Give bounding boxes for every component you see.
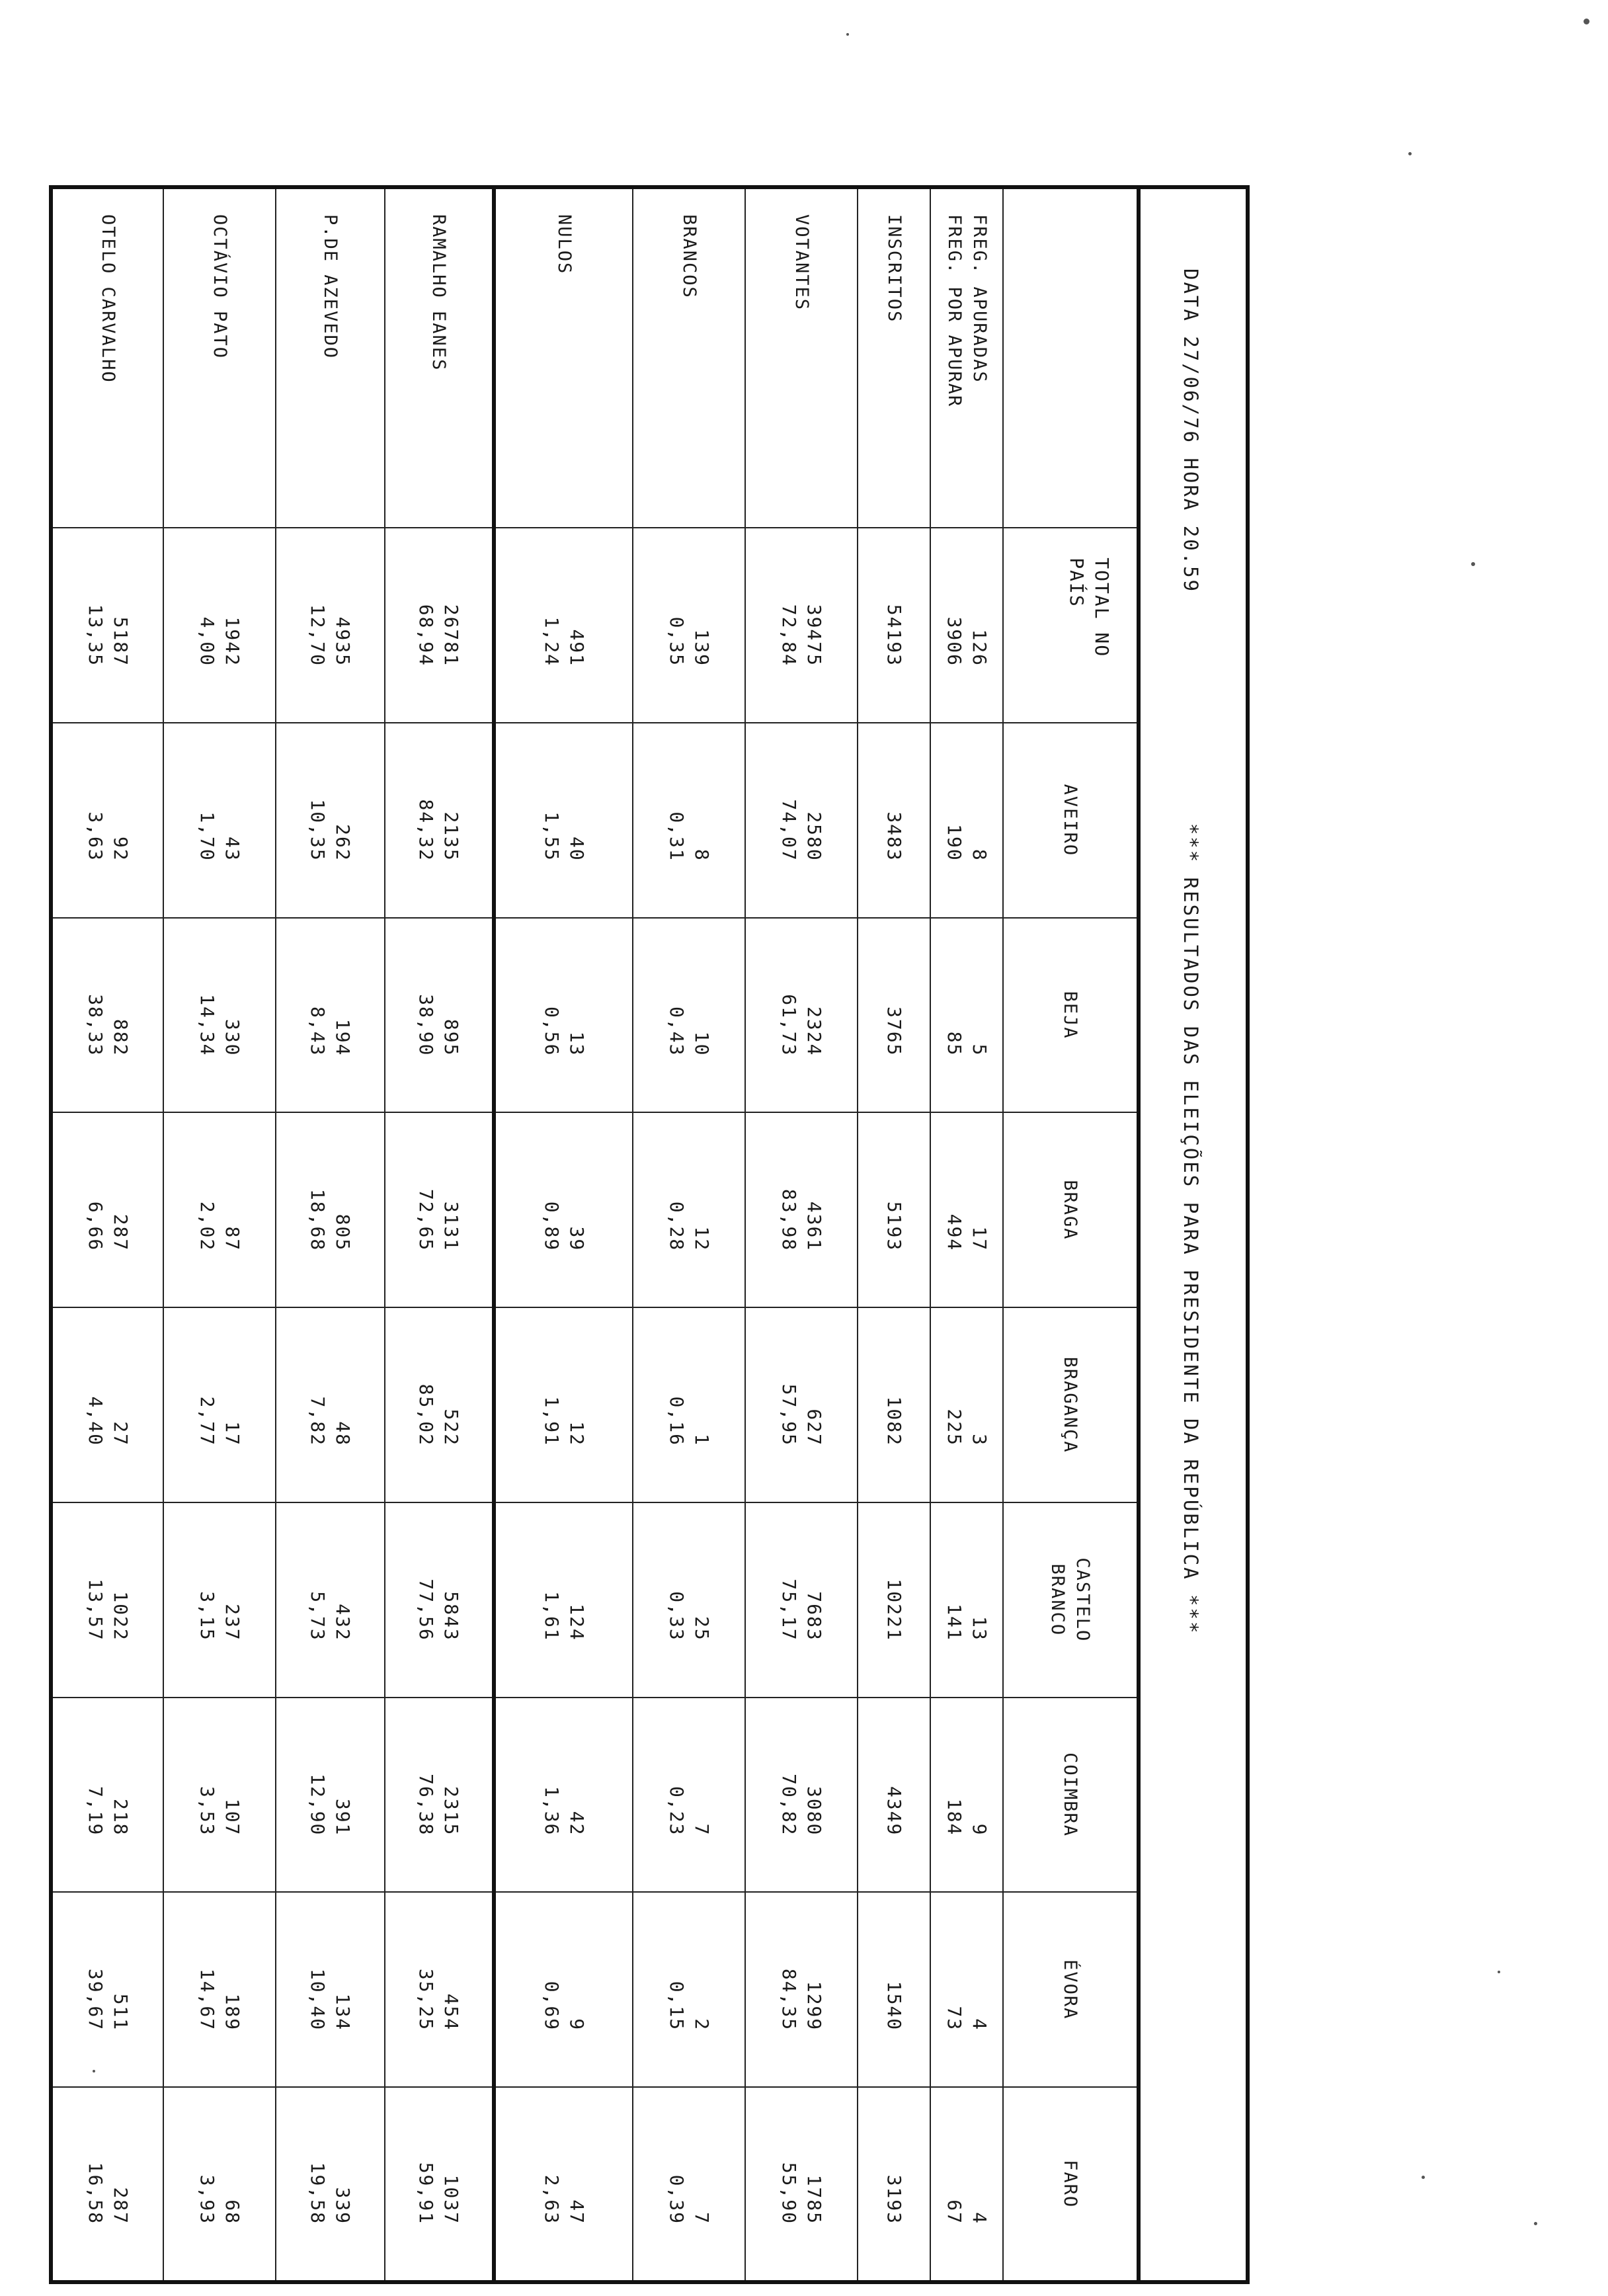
row-label-votantes: VOTANTES — [745, 187, 858, 528]
table-cell: 10221 — [858, 1502, 930, 1698]
table-cell: 12 1,91 — [494, 1307, 633, 1502]
sheet-title: *** RESULTADOS DAS ELEIÇÕES PARA PRESIDENTE DA REPÚBLICA *** — [1180, 823, 1202, 1635]
table-cell: 9 184 — [930, 1698, 1003, 1893]
table-row-votantes — [745, 187, 858, 2282]
table-row-ramalho-eanes — [385, 187, 494, 2282]
table-cell: 4361 83,98 — [745, 1112, 858, 1307]
table-cell: 13 0,56 — [494, 918, 633, 1113]
table-cell: 139 0,35 — [633, 528, 745, 723]
table-cell: 12 0,28 — [633, 1112, 745, 1307]
table-cell: 4935 12,70 — [276, 528, 385, 723]
table-cell: 2324 61,73 — [745, 918, 858, 1113]
table-cell: 5 85 — [930, 918, 1003, 1113]
table-cell: 134 10,40 — [276, 1892, 385, 2087]
table-cell: 9 0,69 — [494, 1892, 633, 2087]
date-time-stamp: DATA 27/06/76 HORA 20.59 — [1180, 268, 1202, 594]
table-cell: 3765 — [858, 918, 930, 1113]
table-cell: 92 3,63 — [51, 723, 163, 918]
table-cell: 7 0,39 — [633, 2087, 745, 2282]
table-cell: 262 10,35 — [276, 723, 385, 918]
table-cell: 7 0,23 — [633, 1698, 745, 1893]
row-label-ramalho-eanes: RAMALHO EANES — [385, 187, 494, 528]
table-cell: 218 7,19 — [51, 1698, 163, 1893]
row-label-inscritos: INSCRITOS — [858, 187, 930, 528]
scan-speck — [1422, 2176, 1425, 2179]
table-cell: 39 0,89 — [494, 1112, 633, 1307]
table-cell: 13 141 — [930, 1502, 1003, 1698]
table-cell: 454 35,25 — [385, 1892, 494, 2087]
scan-speck — [1534, 2222, 1537, 2225]
table-cell: 627 57,95 — [745, 1307, 858, 1502]
table-cell: 5193 — [858, 1112, 930, 1307]
table-cell: 4 67 — [930, 2087, 1003, 2282]
table-cell: 3080 70,82 — [745, 1698, 858, 1893]
row-label-brancos: BRANCOS — [633, 187, 745, 528]
column-header-braga: BRAGA — [1003, 1112, 1139, 1307]
table-cell: 1299 84,35 — [745, 1892, 858, 2087]
table-cell: 8 190 — [930, 723, 1003, 918]
table-cell: 2135 84,32 — [385, 723, 494, 918]
column-header-aveiro: AVEIRO — [1003, 723, 1139, 918]
table-cell: 432 5,73 — [276, 1502, 385, 1698]
table-cell: 7683 75,17 — [745, 1502, 858, 1698]
table-cell: 491 1,24 — [494, 528, 633, 723]
header-line — [1180, 268, 1202, 1635]
election-results-table — [49, 185, 1141, 2284]
row-label-azevedo: P.DE AZEVEDO — [276, 187, 385, 528]
table-cell: 3193 — [858, 2087, 930, 2282]
table-cell: 17 2,77 — [163, 1307, 276, 1502]
table-cell: 8 0,31 — [633, 723, 745, 918]
table-cell: 4 73 — [930, 1892, 1003, 2087]
table-cell: 3 225 — [930, 1307, 1003, 1502]
table-row-octavio-pato — [163, 187, 276, 2282]
table-cell: 511 39,67 — [51, 1892, 163, 2087]
table-cell: 5843 77,56 — [385, 1502, 494, 1698]
table-cell: 287 16,58 — [51, 2087, 163, 2282]
table-cell: 895 38,90 — [385, 918, 494, 1113]
table-cell: 2315 76,38 — [385, 1698, 494, 1893]
column-header-row — [1003, 187, 1139, 2282]
table-row-freguesias — [930, 187, 1003, 2282]
table-cell: 10 0,43 — [633, 918, 745, 1113]
table-cell: 39475 72,84 — [745, 528, 858, 723]
sheet-header — [1141, 185, 1250, 2284]
table-cell: 126 3906 — [930, 528, 1003, 723]
table-cell: 1037 59,91 — [385, 2087, 494, 2282]
table-cell: 107 3,53 — [163, 1698, 276, 1893]
table-cell: 87 2,02 — [163, 1112, 276, 1307]
table-cell: 3131 72,65 — [385, 1112, 494, 1307]
table-cell: 27 4,40 — [51, 1307, 163, 1502]
column-header-evora: ÉVORA — [1003, 1892, 1139, 2087]
corner-cell — [1003, 187, 1139, 528]
table-cell: 1540 — [858, 1892, 930, 2087]
column-header-braganca: BRAGANÇA — [1003, 1307, 1139, 1502]
table-cell: 4349 — [858, 1698, 930, 1893]
scan-speck — [846, 33, 849, 36]
table-cell: 68 3,93 — [163, 2087, 276, 2282]
table-cell: 43 1,70 — [163, 723, 276, 918]
scan-speck — [1498, 1971, 1500, 1973]
row-label-otelo-carvalho: OTELO CARVALHO — [51, 187, 163, 528]
column-header-beja: BEJA — [1003, 918, 1139, 1113]
table-cell: 2580 74,07 — [745, 723, 858, 918]
column-header-faro: FARO — [1003, 2087, 1139, 2282]
table-cell: 25 0,33 — [633, 1502, 745, 1698]
table-cell: 522 85,02 — [385, 1307, 494, 1502]
table-cell: 26781 68,94 — [385, 528, 494, 723]
table-cell: 882 38,33 — [51, 918, 163, 1113]
column-header-coimbra: COIMBRA — [1003, 1698, 1139, 1893]
table-cell: 1022 13,57 — [51, 1502, 163, 1698]
scan-speck — [1408, 152, 1412, 155]
results-sheet — [60, 185, 1250, 2284]
column-header-total-pais: TOTAL NO PAÍS — [1003, 528, 1139, 723]
column-header-castelo-branco: CASTELO BRANCO — [1003, 1502, 1139, 1698]
table-row-brancos — [633, 187, 745, 2282]
table-cell: 5187 13,35 — [51, 528, 163, 723]
scan-speck — [1584, 19, 1589, 24]
table-cell: 805 18,68 — [276, 1112, 385, 1307]
row-label-nulos: NULOS — [494, 187, 633, 528]
scan-speck — [1471, 562, 1475, 566]
table-row-inscritos — [858, 187, 930, 2282]
row-label-freguesias: FREG. APURADAS FREG. POR APURAR — [930, 187, 1003, 528]
table-row-otelo-carvalho — [51, 187, 163, 2282]
table-row-azevedo — [276, 187, 385, 2282]
table-cell: 48 7,82 — [276, 1307, 385, 1502]
table-cell: 54193 — [858, 528, 930, 723]
table-cell: 339 19,58 — [276, 2087, 385, 2282]
table-cell: 124 1,61 — [494, 1502, 633, 1698]
table-cell: 391 12,90 — [276, 1698, 385, 1893]
table-cell: 237 3,15 — [163, 1502, 276, 1698]
table-cell: 47 2,63 — [494, 2087, 633, 2282]
table-cell: 287 6,66 — [51, 1112, 163, 1307]
table-cell: 17 494 — [930, 1112, 1003, 1307]
table-row-nulos — [494, 187, 633, 2282]
table-cell: 1 0,16 — [633, 1307, 745, 1502]
table-cell: 2 0,15 — [633, 1892, 745, 2087]
table-cell: 3483 — [858, 723, 930, 918]
table-cell: 1785 55,90 — [745, 2087, 858, 2282]
table-cell: 42 1,36 — [494, 1698, 633, 1893]
table-cell: 40 1,55 — [494, 723, 633, 918]
table-cell: 194 8,43 — [276, 918, 385, 1113]
table-cell: 330 14,34 — [163, 918, 276, 1113]
table-cell: 1942 4,00 — [163, 528, 276, 723]
row-label-octavio-pato: OCTÁVIO PATO — [163, 187, 276, 528]
table-cell: 189 14,67 — [163, 1892, 276, 2087]
table-cell: 1082 — [858, 1307, 930, 1502]
